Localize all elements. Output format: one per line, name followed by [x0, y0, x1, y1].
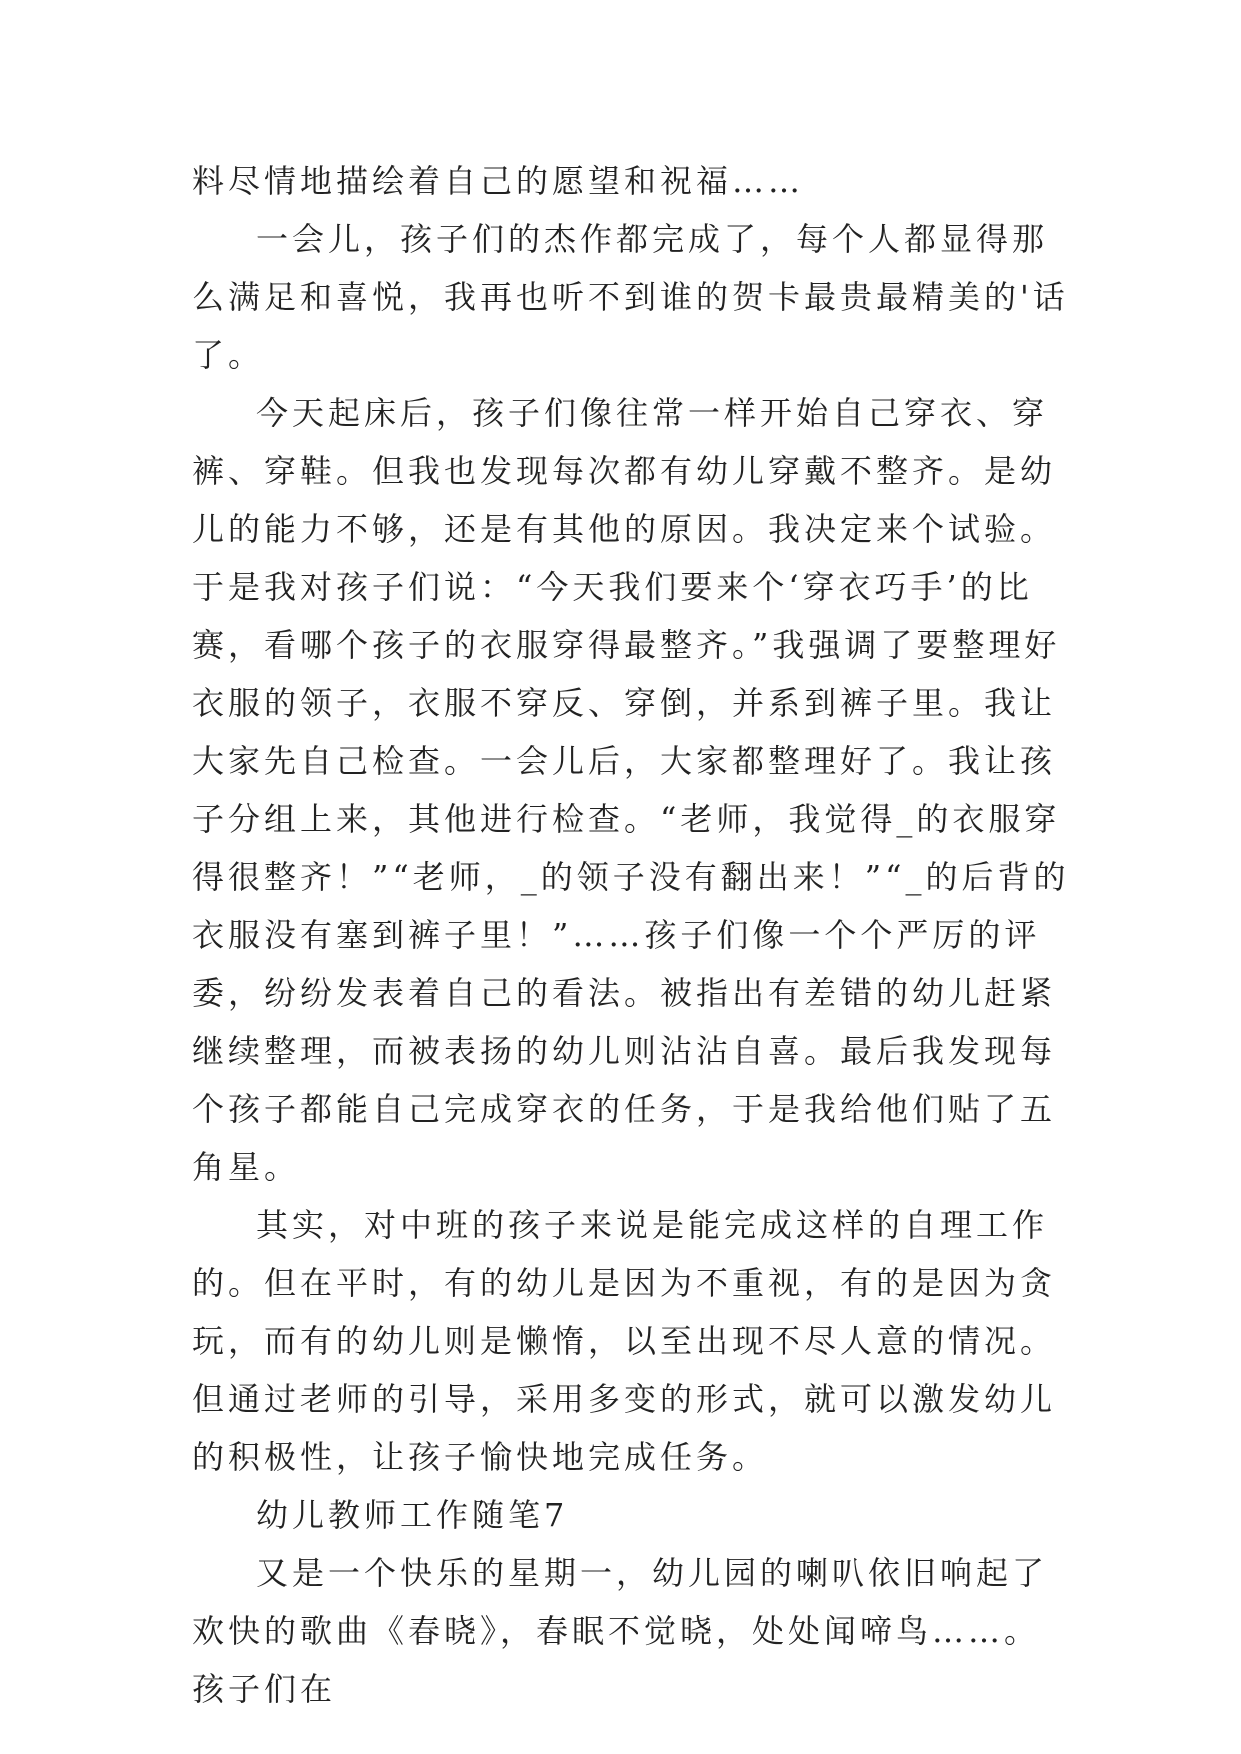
section-heading: 幼儿教师工作随笔7: [256, 1496, 569, 1534]
paragraph-1: 料尽情地描绘着自己的愿望和祝福……: [192, 162, 805, 200]
paragraph-6: 又是一个快乐的星期一，幼儿园的喇叭依旧响起了欢快的歌曲《春晓》，春眠不觉晓，处处闻啼鸟……。孩子们在: [192, 1554, 1049, 1708]
paragraph-3: 今天起床后，孩子们像往常一样开始自己穿衣、穿裤、穿鞋。但我也发现每次都有幼儿穿戴不整齐。是幼儿的能力不够，还是有其他的原因。我决定来个试验。于是我对孩子们说：“今天我们要来个‘穿衣巧手’的比赛，看哪个孩子的衣服穿得最整齐。”我强调了要整理好衣服的领子，衣服不穿反、穿倒，并系到裤子里。我让大家先自己检查。一会儿后，大家都整理好了。我让孩子分组上来，其他进行检查。“老师，我觉得_的衣服穿得很整齐！”“老师，_的领子没有翻出来！”“_的后背的衣服没有塞到裤子里！”……孩子们像一个个严厉的评委，纷纷发表着自己的看法。被指出有差错的幼儿赶紧继续整理，而被表扬的幼儿则沾沾自喜。最后我发现每个孩子都能自己完成穿衣的任务，于是我给他们贴了五角星。: [192, 394, 1070, 1186]
document-body: [192, 152, 1072, 1718]
paragraph-4: 其实，对中班的孩子来说是能完成这样的自理工作的。但在平时，有的幼儿是因为不重视，有的是因为贪玩，而有的幼儿则是懒惰，以至出现不尽人意的情况。但通过老师的引导，采用多变的形式，就可以激发幼儿的积极性，让孩子愉快地完成任务。: [192, 1206, 1057, 1476]
paragraph-2: 一会儿，孩子们的杰作都完成了，每个人都显得那么满足和喜悦，我再也听不到谁的贺卡最贵最精美的'话了。: [192, 220, 1069, 374]
